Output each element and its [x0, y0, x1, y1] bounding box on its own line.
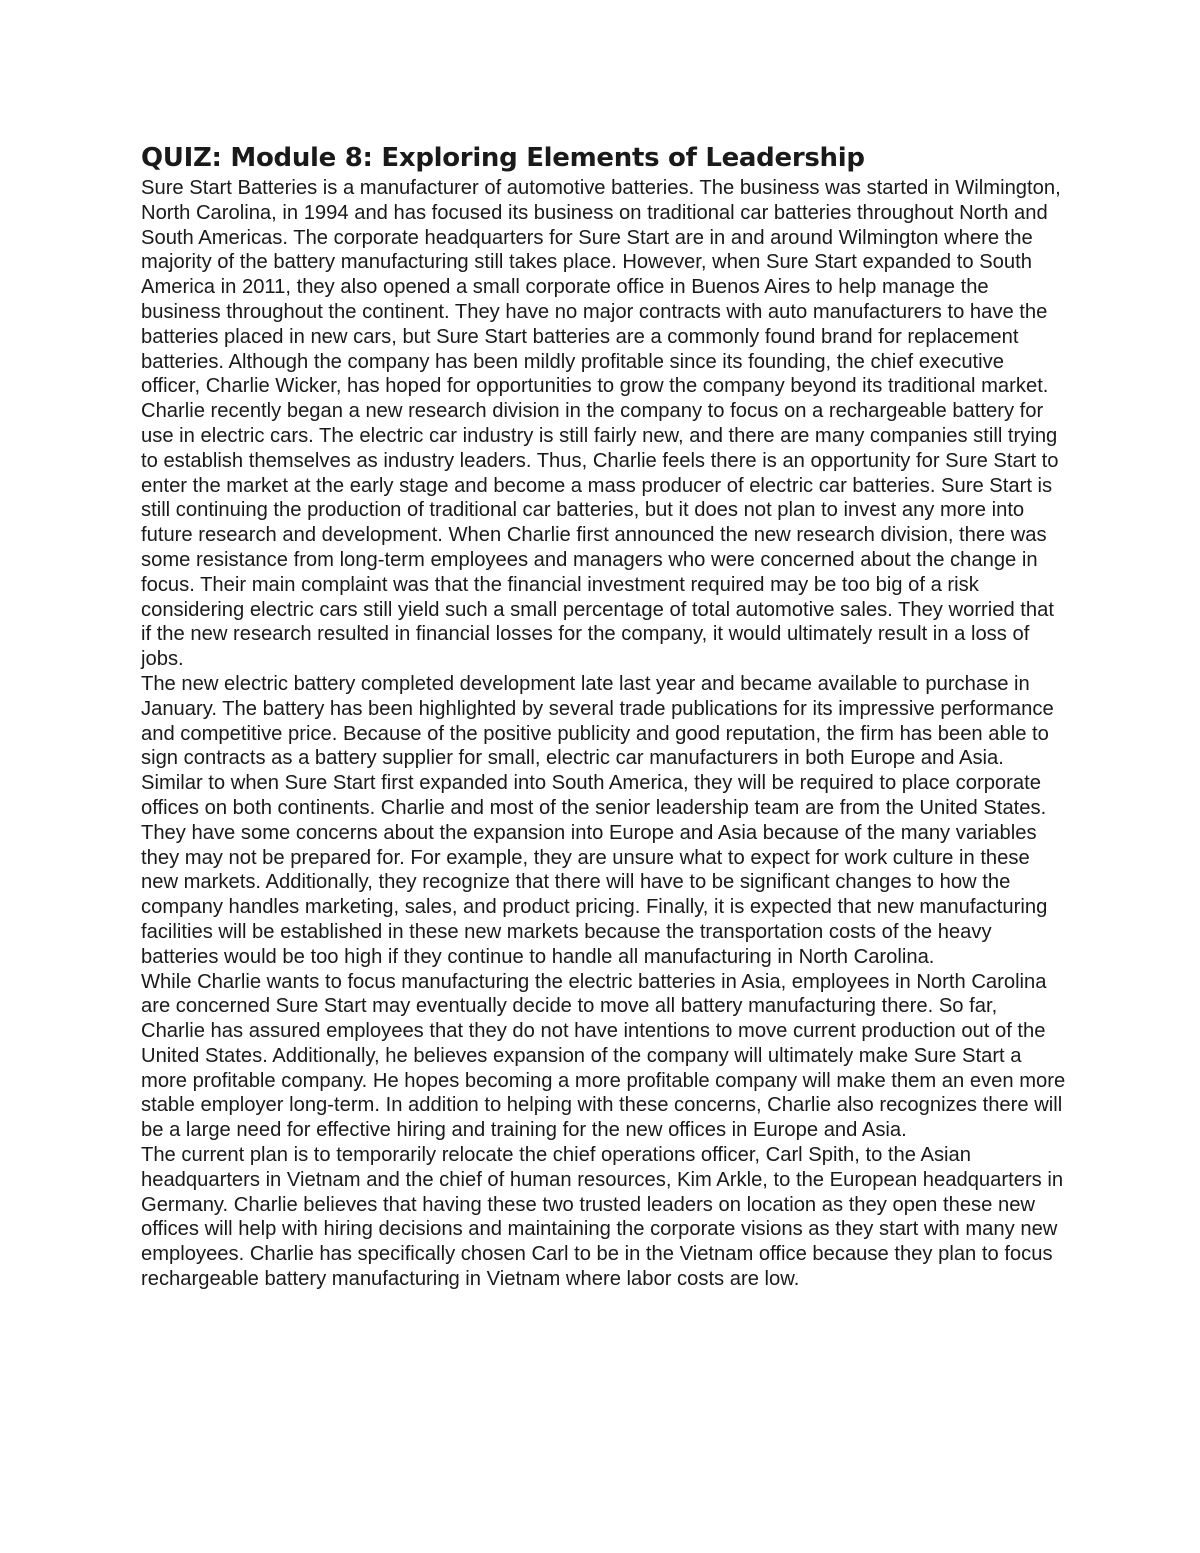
paragraph-1: Sure Start Batteries is a manufacturer of automotive batteries. The business was started in Wilmington, North Carolina, in 1994 and has focused its business on traditional car batteries throughout North and South Americas. The corporate headquarters for Sure Start are in and around Wilmington where the majority of the battery manufacturing still takes place. However, when Sure Start expanded to South America in 2011, they also opened a small corporate office in Buenos Aires to help manage the business throughout the continent. They have no major contracts with auto manufacturers to have the batteries placed in new cars, but Sure Start batteries are a commonly found brand for replacement batteries. Although the company has been mildly profitable since its founding, the chief executive officer, Charlie Wicker, has hoped for opportunities to grow the company beyond its traditional market. — [141, 177, 1061, 398]
document-body — [141, 140, 1066, 1292]
paragraph-4: While Charlie wants to focus manufacturing the electric batteries in Asia, employees in North Carolina are concerned Sure Start may eventually decide to move all battery manufacturing there. So far, Charlie has assured employees that they do not have intentions to move current production out of the United States. Additionally, he believes expansion of the company will ultimately make Sure Start a more profitable company. He hopes becoming a more profitable company will make them an even more stable employer long-term. In addition to helping with these concerns, Charlie also recognizes there will be a large need for effective hiring and training for the new offices in Europe and Asia. — [141, 970, 1066, 1142]
document-title: QUIZ: Module 8: Exploring Elements of Leadership — [141, 143, 865, 173]
paragraph-3: The new electric battery completed development late last year and became available to purchase in January. The battery has been highlighted by several trade publications for its impressive performance and competitive price. Because of the positive publicity and good reputation, the firm has been able to sign contracts as a battery supplier for small, electric car manufacturers in both Europe and Asia. Similar to when Sure Start first expanded into South America, they will be required to place corporate offices on both continents. Charlie and most of the senior leadership team are from the United States. They have some concerns about the expansion into Europe and Asia because of the many variables they may not be prepared for. For example, they are unsure what to expect for work culture in these new markets. Additionally, they recognize that there will have to be significant changes to how the company handles marketing, sales, and product pricing. Finally, it is expected that new manufacturing facilities will be established in these new markets because the transportation costs of the heavy batteries would be too high if they continue to handle all manufacturing in North Carolina. — [141, 672, 1054, 968]
paragraph-2: Charlie recently began a new research division in the company to focus on a rechargeable battery for use in electric cars. The electric car industry is still fairly new, and there are many companies still trying to establish themselves as industry leaders. Thus, Charlie feels there is an opportunity for Sure Start to enter the market at the early stage and become a mass producer of electric car batteries. Sure Start is still continuing the production of traditional car batteries, but it does not plan to invest any more into future research and development. When Charlie first announced the new research division, there was some resistance from long-term employees and managers who were concerned about the change in focus. Their main complaint was that the financial investment required may be too big of a risk considering electric cars still yield such a small percentage of total automotive sales. They worried that if the new research resulted in financial losses for the company, it would ultimately result in a loss of jobs. — [141, 400, 1059, 671]
paragraph-5: The current plan is to temporarily relocate the chief operations officer, Carl Spith, to the Asian headquarters in Vietnam and the chief of human resources, Kim Arkle, to the European headquarters in Germany. Charlie believes that having these two trusted leaders on location as they open these new offices will help with hiring decisions and maintaining the corporate visions as they start with many new employees. Charlie has specifically chosen Carl to be in the Vietnam office because they plan to focus rechargeable battery manufacturing in Vietnam where labor costs are low. — [141, 1144, 1064, 1291]
